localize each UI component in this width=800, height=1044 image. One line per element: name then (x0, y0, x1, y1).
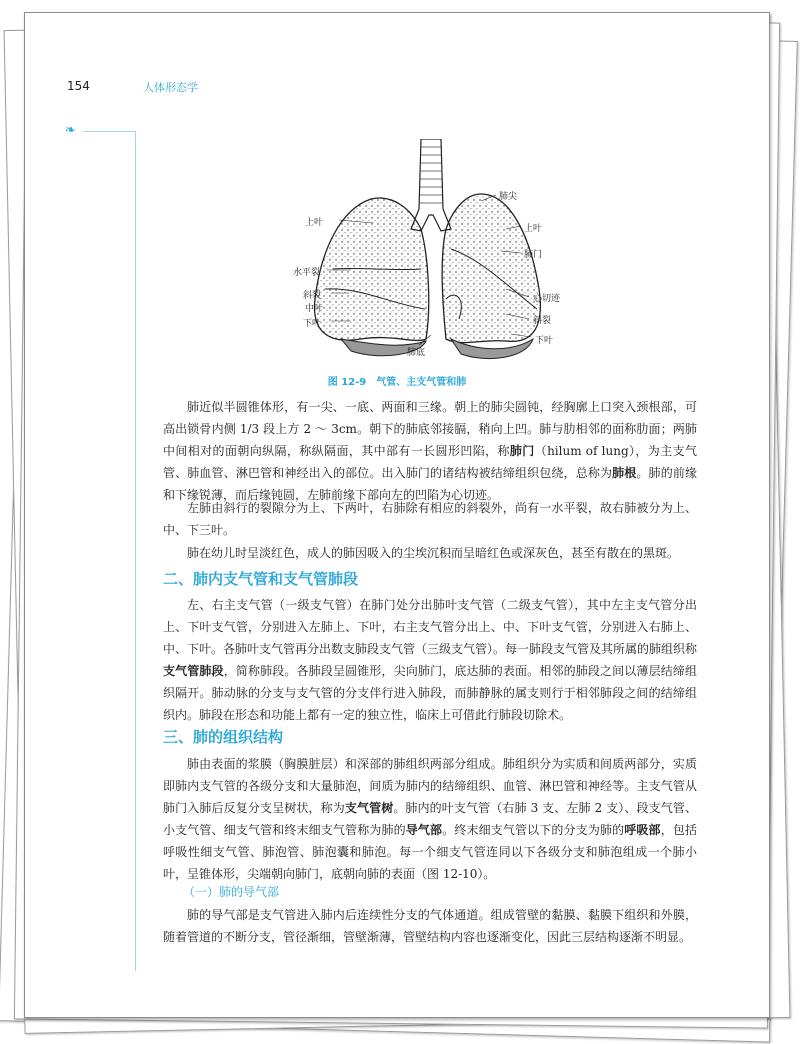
label-middle-lobe: 中叶 (305, 304, 324, 314)
text-run: （hilum of lung），为主支气管、肺血管、淋巴管和神经出入的部位。出入肺门的诸结构被结缔组织包绕，总称为 (163, 444, 697, 480)
label-upper-lobe-left: 上叶 (524, 224, 543, 234)
section-heading-tissue: 三、肺的组织结构 (163, 728, 284, 746)
term-root: 肺根 (612, 466, 637, 480)
margin-rule (135, 131, 136, 971)
figure-caption: 图 12-9 气管、主支气管和肺 (327, 377, 467, 388)
text-run: ，简称肺段。各肺段呈圆锥形，尖向肺门，底达肺的表面。相邻的肺段之间以薄层结缔组织隔开。肺动脉的分支与支气管的分支伴行进入肺段，而肺静脉的属支则行于相邻肺段之间的结缔组织内。肺段在形态和功能上都有一定的独立性，临床上可借此行肺段切除术。 (163, 664, 697, 722)
text-run: ，包括呼吸性细支气管、肺泡管、肺泡囊和肺泡。每一个细支气管连同以下各级分支和肺泡组成一个肺小叶，呈锥体形，尖端朝向肺门，底朝向肺的表面（图 12-10）。 (163, 823, 697, 881)
text-run: 。终末细支气管以下的分支为肺的 (442, 823, 625, 837)
term-hilum: 肺门 (509, 444, 535, 458)
term-conducting: 导气部 (405, 823, 443, 837)
term-bronchial-tree: 支气管树 (344, 801, 394, 815)
text-run: 左、右主支气管（一级支气管）在肺门处分出肺叶支气管（二级支气管），其中左主支气管分出上、下叶支气管，分别进入左肺上、下叶，右主支气管分出上、中、下叶支气管，分别进入右肺上、中、下叶。各肺叶支气管再分出数支肺段支气管（三级支气管）。每一肺段支气管及其所属的肺组织称 (163, 598, 698, 656)
term-segment: 支气管肺段 (163, 664, 224, 678)
text-run: 肺在幼儿时呈淡红色，成人的肺因吸入的尘埃沉积而呈暗红色或深灰色，甚至有散在的黑斑。 (187, 546, 680, 560)
paragraph-lung-shape (163, 396, 697, 506)
label-lower-lobe-right: 下叶 (303, 319, 322, 329)
book-page (24, 12, 770, 1018)
page-number: 154 (67, 79, 90, 93)
leaf-icon: ❧ (65, 123, 76, 138)
term-respiratory: 呼吸部 (624, 823, 661, 837)
paragraph-tissue (163, 753, 697, 885)
text-run: 肺的导气部是支气管进入肺内后连续性分支的气体通道。组成管壁的黏膜、黏膜下组织和外膜，随着管道的不断分支，管径渐细，管壁渐薄，管壁结构内容也逐渐变化，因此三层结构逐渐不明显。 (163, 908, 697, 944)
text-run: 肺近似半圆锥体形，有一尖、一底、两面和三缘。朝上的肺尖圆钝，经胸廓上口突入颈根部，可高出锁骨内侧 1/3 段上方 2 ～ 3cm。朝下的肺底邻接膈，稍向上凹。肺与肋相邻的面称肋面；两肺中间相对的面朝向纵隔，称纵隔面，其中部有一长圆形凹陷，称 (163, 400, 697, 458)
paragraph-color (163, 542, 697, 564)
paragraph-lobes (163, 497, 697, 541)
label-upper-lobe-right: 上叶 (305, 218, 324, 228)
lung-illustration (281, 139, 581, 369)
margin-rule-top (83, 131, 135, 132)
paragraph-conducting (163, 904, 697, 948)
text-run: 左肺由斜行的裂隙分为上、下两叶，右肺除有相应的斜裂外，尚有一水平裂，故右肺被分为上、中、下三叶。 (163, 501, 697, 537)
text-run: 。肺内的叶支气管（右肺 3 支、左肺 2 支）、段支气管、小支气管、细支气管和终末细支气管称为肺的 (163, 801, 697, 837)
label-oblique-fissure-left: 斜裂 (533, 316, 552, 326)
running-title: 人体形态学 (143, 81, 198, 94)
label-cardiac-notch: 心切迹 (533, 294, 561, 304)
text-run: 。肺的前缘和下缘锐薄，而后缘钝圆，左肺前缘下部向左的凹陷为心切迹。 (163, 466, 697, 502)
label-oblique-fissure-right: 斜裂 (303, 291, 322, 301)
section-heading-bronchi: 二、肺内支气管和支气管肺段 (163, 570, 359, 588)
label-apex: 肺尖 (499, 192, 518, 202)
text-run: 肺由表面的浆膜（胸膜脏层）和深部的肺组织两部分组成。肺组织分为实质和间质两部分，实质即肺内支气管的各级分支和大量肺泡，间质为肺内的结缔组织、血管、淋巴管和神经等。主支气管从肺门入肺后反复分支呈树状，称为 (163, 757, 697, 815)
label-lower-lobe-left: 下叶 (535, 336, 554, 346)
paragraph-bronchi (163, 594, 697, 726)
label-medial: 肺门 (524, 250, 543, 260)
sub-heading-conducting: （一）肺的导气部 (183, 885, 280, 899)
label-horizontal-fissure: 水平裂 (293, 268, 321, 278)
label-base: 肺底 (407, 348, 426, 358)
